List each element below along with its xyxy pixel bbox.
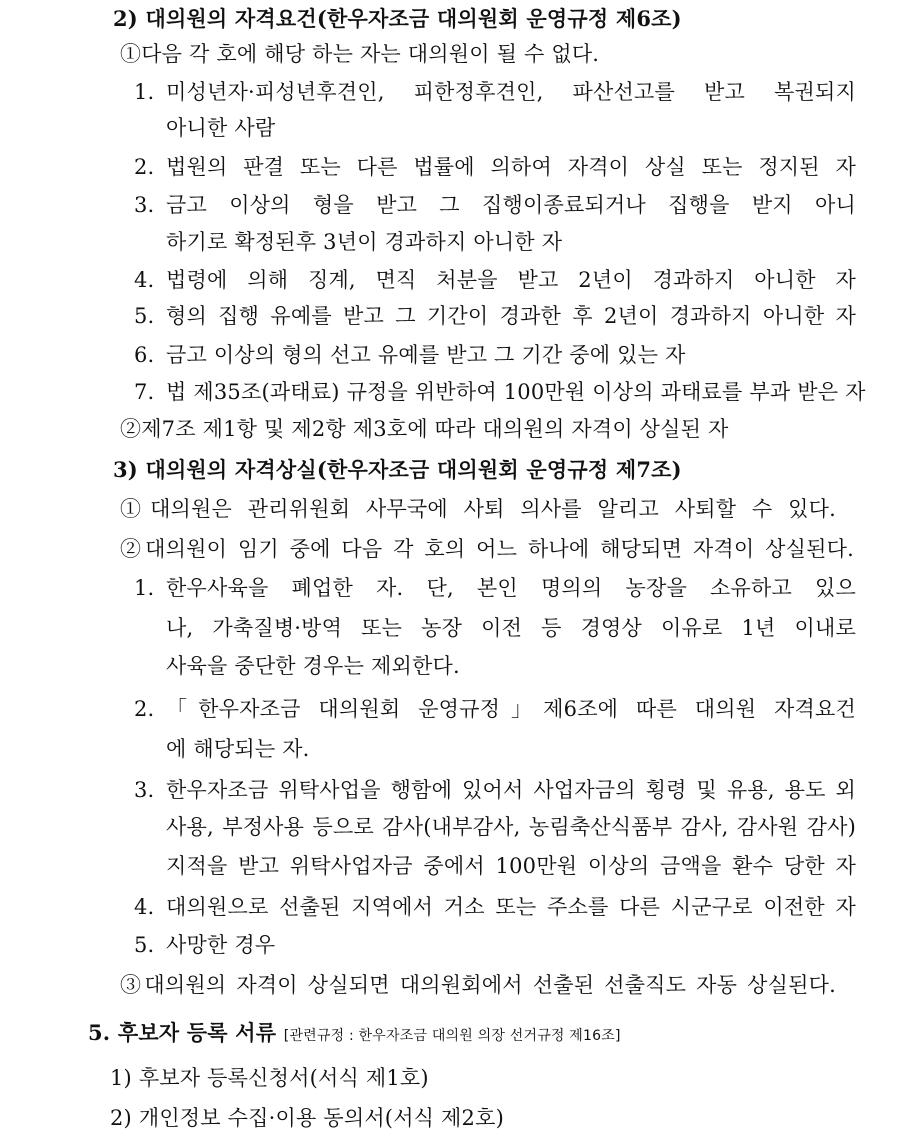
section-5-item-2: 2) 개인정보 수집·이용 동의서(서식 제2호) <box>110 1106 504 1130</box>
section-3-item-2-line-2: 에 해당되는 자. <box>166 737 310 761</box>
section-3-paragraph-2: ②대의원이 임기 중에 다음 각 호의 어느 하나에 해당되면 자격이 상실된다. <box>120 537 854 561</box>
section-2-item-6-line-1: 금고 이상의 형의 선고 유예를 받고 그 기간 중에 있는 자 <box>166 343 686 367</box>
section-3-item-5-line-1: 사망한 경우 <box>166 933 276 957</box>
section-2-item-7-number: 7. <box>134 380 155 404</box>
section-2-item-7-line-1: 법 제35조(과태료) 규정을 위반하여 100만원 이상의 과태료를 부과 받은 자 <box>166 380 866 404</box>
section-3-item-3-line-1: 한우자조금 위탁사업을 행함에 있어서 사업자금의 횡령 및 유용, 용도 외 <box>166 778 856 802</box>
section-3-item-4-number: 4. <box>134 895 155 919</box>
section-2-item-3-line-2: 하기로 확정된후 3년이 경과하지 아니한 자 <box>166 230 563 254</box>
section-2-item-6-number: 6. <box>134 343 155 367</box>
section-3-item-1-line-2: 나, 가축질병·방역 또는 농장 이전 등 경영상 이유로 1년 이내로 <box>166 616 856 640</box>
section-2-item-5-number: 5. <box>134 304 155 328</box>
section-3-item-4-line-1: 대의원으로 선출된 지역에서 거소 또는 주소를 다른 시군구로 이전한 자 <box>166 895 856 919</box>
section-3-item-3-line-3: 지적을 받고 위탁사업자금 중에서 100만원 이상의 금액을 환수 당한 자 <box>166 854 856 878</box>
section-2-heading: 2) 대의원의 자격요건(한우자조금 대의원회 운영규정 제6조) <box>113 6 682 31</box>
section-5-related-regulation-note: [관련규정 : 한우자조금 대의원 의장 선거규정 제16조] <box>283 1028 621 1044</box>
section-5-heading <box>88 1018 621 1051</box>
section-2-item-1-line-1: 미성년자·피성년후견인, 피한정후견인, 파산선고를 받고 복권되지 <box>166 80 856 104</box>
section-2-paragraph-2: ②제7조 제1항 및 제2항 제3호에 따라 대의원의 자격이 상실된 자 <box>120 417 729 441</box>
section-2-item-1-line-2: 아니한 사람 <box>166 116 276 140</box>
section-3-paragraph-3: ③대의원의 자격이 상실되면 대의원회에서 선출된 선출직도 자동 상실된다. <box>120 973 836 997</box>
section-3-item-1-number: 1. <box>134 576 155 600</box>
section-3-item-1-line-3: 사육을 중단한 경우는 제외한다. <box>166 654 460 678</box>
section-3-item-1-line-1: 한우사육을 폐업한 자. 단, 본인 명의의 농장을 소유하고 있으 <box>166 576 856 600</box>
section-2-item-2-line-1: 법원의 판결 또는 다른 법률에 의하여 자격이 상실 또는 정지된 자 <box>166 155 856 179</box>
section-2-item-1-number: 1. <box>134 80 155 104</box>
section-5-item-1: 1) 후보자 등록신청서(서식 제1호) <box>110 1066 429 1090</box>
section-2-item-2-number: 2. <box>134 155 155 179</box>
section-2-paragraph-1: ①다음 각 호에 해당 하는 자는 대의원이 될 수 없다. <box>120 42 600 66</box>
section-2-item-5-line-1: 형의 집행 유예를 받고 그 기간이 경과한 후 2년이 경과하지 아니한 자 <box>166 304 856 328</box>
section-2-item-3-line-1: 금고 이상의 형을 받고 그 집행이종료되거나 집행을 받지 아니 <box>166 193 856 217</box>
section-3-heading: 3) 대의원의 자격상실(한우자조금 대의원회 운영규정 제7조) <box>113 457 682 482</box>
section-3-item-3-number: 3. <box>134 778 155 802</box>
section-2-item-4-line-1: 법령에 의해 징계, 면직 처분을 받고 2년이 경과하지 아니한 자 <box>166 268 856 292</box>
section-3-item-2-line-1: 「한우자조금 대의원회 운영규정」제6조에 따른 대의원 자격요건 <box>166 697 856 721</box>
section-2-item-4-number: 4. <box>134 268 155 292</box>
section-3-item-3-line-2: 사용, 부정사용 등으로 감사(내부감사, 농림축산식품부 감사, 감사원 감사) <box>166 815 856 839</box>
section-3-item-5-number: 5. <box>134 933 155 957</box>
section-3-item-2-number: 2. <box>134 697 155 721</box>
section-2-item-3-number: 3. <box>134 193 155 217</box>
section-5-heading-text: 5. 후보자 등록 서류 <box>88 1020 277 1045</box>
section-3-paragraph-1: ①대의원은 관리위원회 사무국에 사퇴 의사를 알리고 사퇴할 수 있다. <box>120 497 836 521</box>
